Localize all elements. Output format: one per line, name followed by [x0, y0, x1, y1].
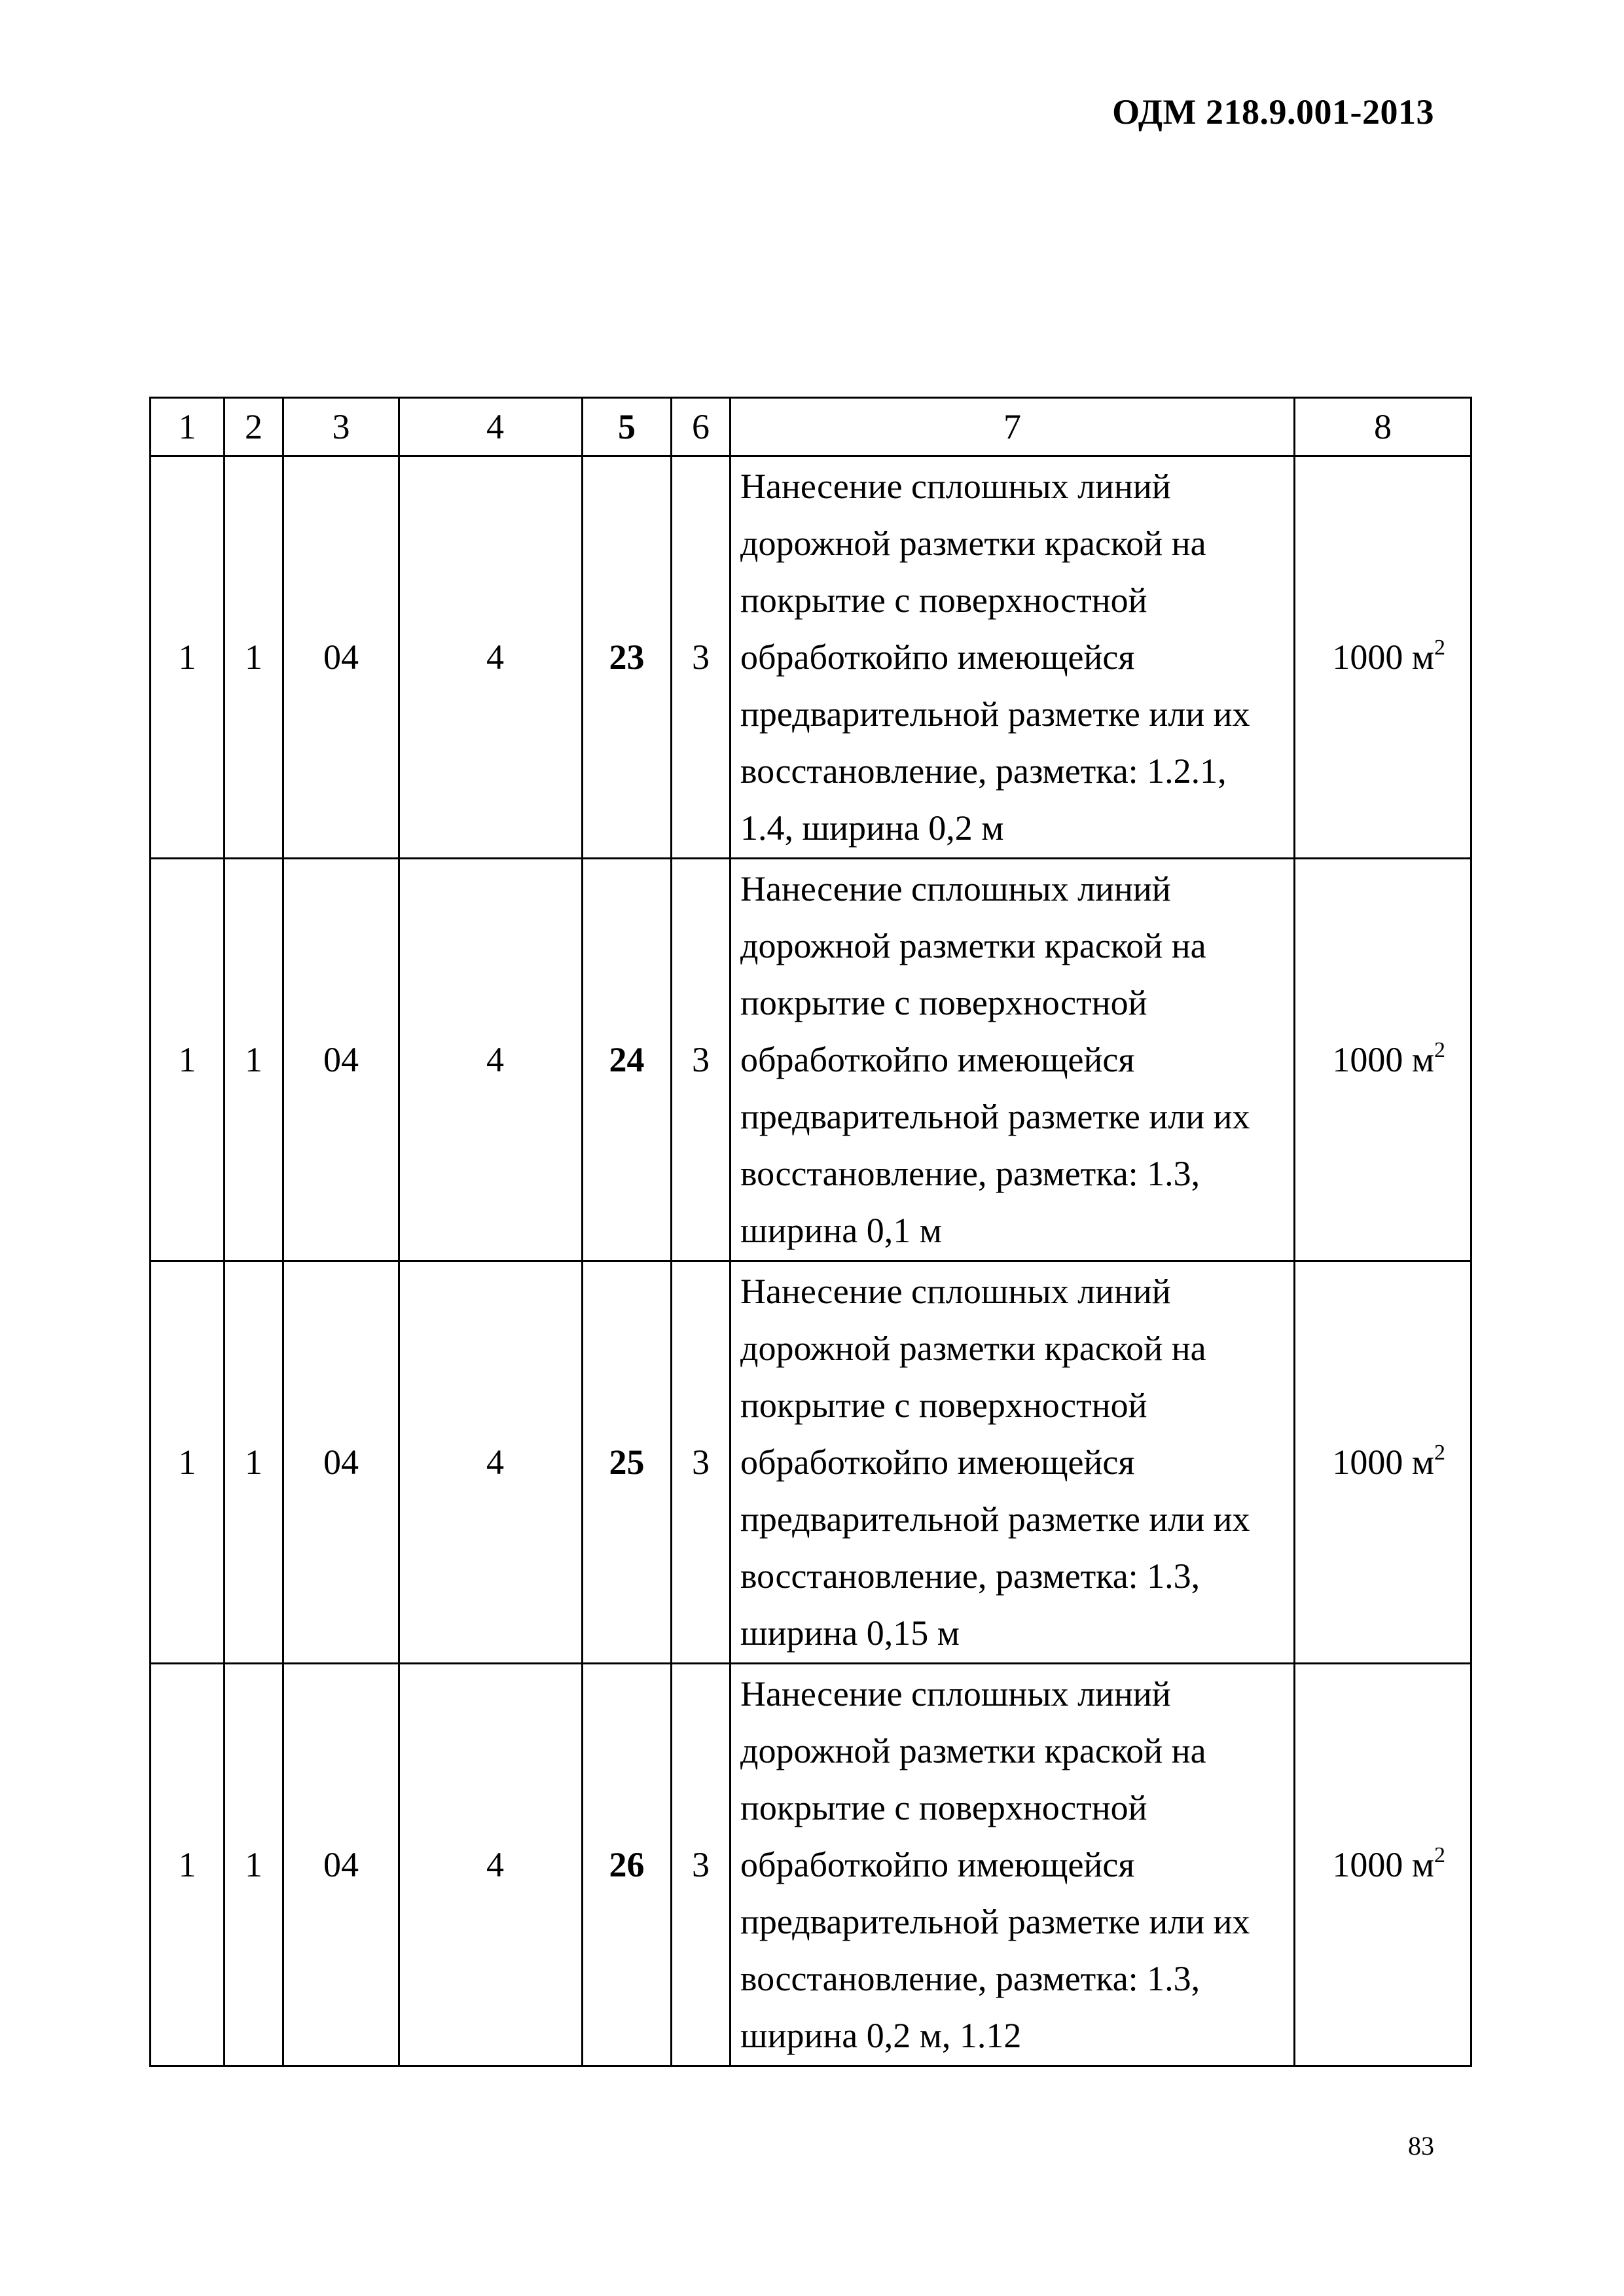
unit-exponent: 2 [1434, 1038, 1445, 1062]
table-cell: 1 [151, 1261, 225, 1664]
unit-exponent: 2 [1434, 1441, 1445, 1465]
table-cell: 1 [151, 456, 225, 859]
table-cell: 4 [399, 1261, 583, 1664]
table-cell: 04 [283, 1664, 399, 2066]
page-number: 83 [1408, 2131, 1434, 2161]
table-cell: 4 [399, 1664, 583, 2066]
table-cell: 1 [225, 1261, 283, 1664]
table-row [151, 859, 1471, 1261]
table-cell: 04 [283, 859, 399, 1261]
table-cell: 1 [225, 456, 283, 859]
table-cell: 1 [225, 859, 283, 1261]
table-cell: 4 [399, 859, 583, 1261]
column-header: 7 [731, 398, 1295, 456]
table-cell: 04 [283, 456, 399, 859]
table-cell: 3 [672, 1261, 731, 1664]
column-header: 2 [225, 398, 283, 456]
item-code-cell: 26 [583, 1664, 672, 2066]
table-cell: 3 [672, 456, 731, 859]
table-cell: 4 [399, 456, 583, 859]
table-cell: 1 [151, 1664, 225, 2066]
table-cell: 1 [225, 1664, 283, 2066]
unit-text: 1000 м [1332, 1443, 1434, 1482]
column-header: 5 [583, 398, 672, 456]
unit-text: 1000 м [1332, 637, 1434, 677]
column-header: 1 [151, 398, 225, 456]
unit-cell [1295, 456, 1471, 859]
item-code-cell: 24 [583, 859, 672, 1261]
column-header: 3 [283, 398, 399, 456]
item-code-cell: 23 [583, 456, 672, 859]
description-cell: Нанесение сплошных линий дорожной разметки краской на покрытие с поверхностной обработкойпо имеющейся предварительной разметке или их восстановление, разметка: 1.2.1, 1.4, ширина 0,2 м [731, 456, 1295, 859]
unit-cell [1295, 1664, 1471, 2066]
description-cell: Нанесение сплошных линий дорожной разметки краской на покрытие с поверхностной обработкойпо имеющейся предварительной разметке или их восстановление, разметка: 1.3, ширина 0,1 м [731, 859, 1295, 1261]
unit-text: 1000 м [1332, 1040, 1434, 1079]
table-cell: 3 [672, 859, 731, 1261]
table-row [151, 1261, 1471, 1664]
description-cell: Нанесение сплошных линий дорожной разметки краской на покрытие с поверхностной обработкойпо имеющейся предварительной разметке или их восстановление, разметка: 1.3, ширина 0,2 м, 1.12 [731, 1664, 1295, 2066]
unit-cell [1295, 859, 1471, 1261]
unit-cell [1295, 1261, 1471, 1664]
document-code: ОДМ 218.9.001-2013 [1112, 92, 1434, 132]
classification-table [149, 397, 1472, 2067]
column-number-row [151, 398, 1471, 456]
table-row [151, 1664, 1471, 2066]
description-cell: Нанесение сплошных линий дорожной разметки краской на покрытие с поверхностной обработкойпо имеющейся предварительной разметке или их восстановление, разметка: 1.3, ширина 0,15 м [731, 1261, 1295, 1664]
column-header: 8 [1295, 398, 1471, 456]
unit-exponent: 2 [1434, 636, 1445, 660]
table-cell: 1 [151, 859, 225, 1261]
column-header: 4 [399, 398, 583, 456]
table-cell: 3 [672, 1664, 731, 2066]
item-code-cell: 25 [583, 1261, 672, 1664]
unit-exponent: 2 [1434, 1843, 1445, 1867]
table-cell: 04 [283, 1261, 399, 1664]
column-header: 6 [672, 398, 731, 456]
table-row [151, 456, 1471, 859]
unit-text: 1000 м [1332, 1845, 1434, 1884]
